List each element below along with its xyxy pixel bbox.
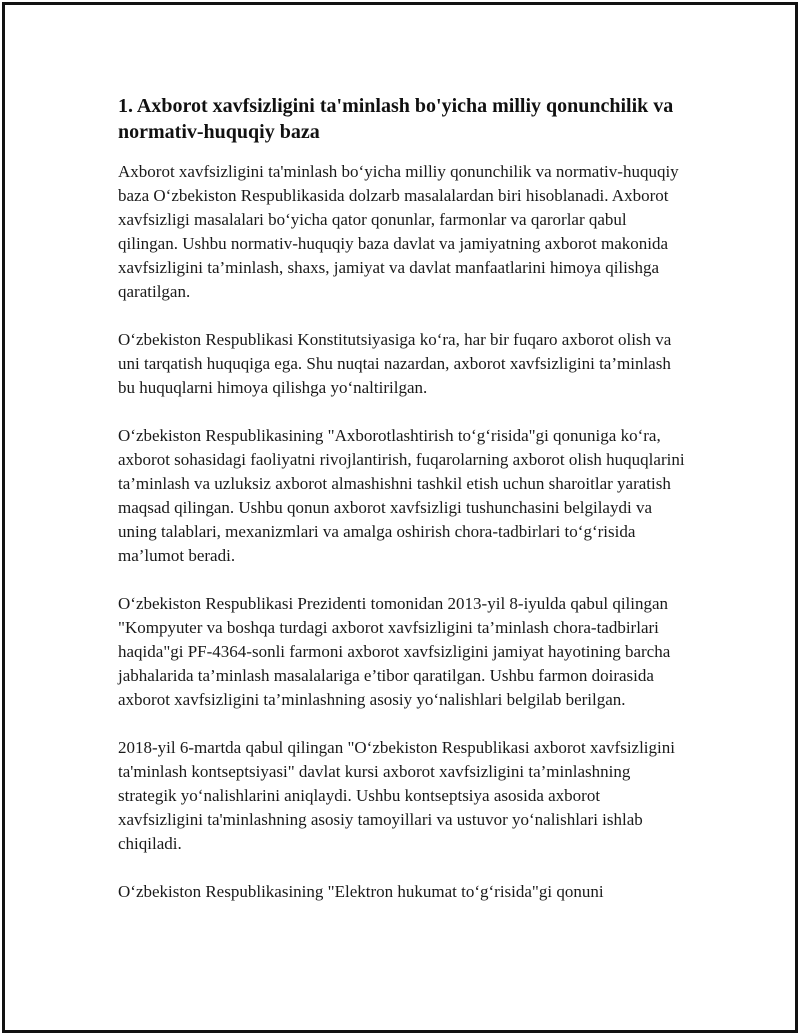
paragraph-presidential-decree: O‘zbekiston Respublikasi Prezidenti tomonidan 2013-yil 8-iyulda qabul qilingan "Kompyuter va boshqa turdagi axborot xavfsizligini ta’minlash chora-tadbirlari haqida"gi PF-4364-sonli farmoni axborot xavfsizligini jamiyat hayotining barcha jabhalarida ta’minlash masalalariga e’tibor qaratilgan. Ushbu farmon doirasida axborot xavfsizligini ta’minlashning asosiy yo‘nalishlari belgilab berilgan.: [118, 594, 671, 709]
paragraph-constitution: O‘zbekiston Respublikasi Konstitutsiyasiga ko‘ra, har bir fuqaro axborot olish va uni tarqatish huquqiga ega. Shu nuqtai nazardan, axborot xavfsizligini ta’minlash bu huquqlarni himoya qilishga yo‘naltirilgan.: [118, 330, 672, 397]
paragraph-intro: Axborot xavfsizligini ta'minlash bo‘yicha milliy qonunchilik va normativ-huquqiy baza O‘zbekiston Respublikasida dolzarb masalalardan biri hisoblanadi. Axborot xavfsizligi masalalari bo‘yicha qator qonunlar, farmonlar va qarorlar qabul qilingan. Ushbu normativ-huquqiy baza davlat va jamiyatning axborot makonida xavfsizligini ta’minlash, shaxs, jamiyat va davlat manfaatlarini himoya qilishga qaratilgan.: [118, 162, 679, 301]
paragraph-e-government-law: O‘zbekiston Respublikasining "Elektron hukumat to‘g‘risida"gi qonuni: [118, 882, 604, 901]
page-title: 1. Axborot xavfsizligini ta'minlash bo'yicha milliy qonunchilik va normativ-huquqiy baza: [118, 95, 674, 143]
page-frame: [2, 2, 798, 1033]
document-body: [118, 93, 686, 928]
paragraph-security-concept: 2018-yil 6-martda qabul qilingan "O‘zbekiston Respublikasi axborot xavfsizligini ta'minlash kontseptsiyasi" davlat kursi axborot xavfsizligini ta’minlashning strategik yo‘nalishlarini aniqlaydi. Ushbu kontseptsiya asosida axborot xavfsizligini ta'minlashning asosiy tamoyillari va ustuvor yo‘nalishlari ishlab chiqiladi.: [118, 738, 675, 853]
paragraph-informatization-law: O‘zbekiston Respublikasining "Axborotlashtirish to‘g‘risida"gi qonuniga ko‘ra, axborot sohasidagi faoliyatni rivojlantirish, fuqarolarning axborot olish huquqlarini ta’minlash va uzluksiz axborot almashishni tashkil etish uchun sharoitlar yaratish maqsad qilingan. Ushbu qonun axborot xavfsizligi tushunchasini belgilaydi va uning talablari, mexanizmlari va amalga oshirish chora-tadbirlari to‘g‘risida ma’lumot beradi.: [118, 426, 685, 565]
